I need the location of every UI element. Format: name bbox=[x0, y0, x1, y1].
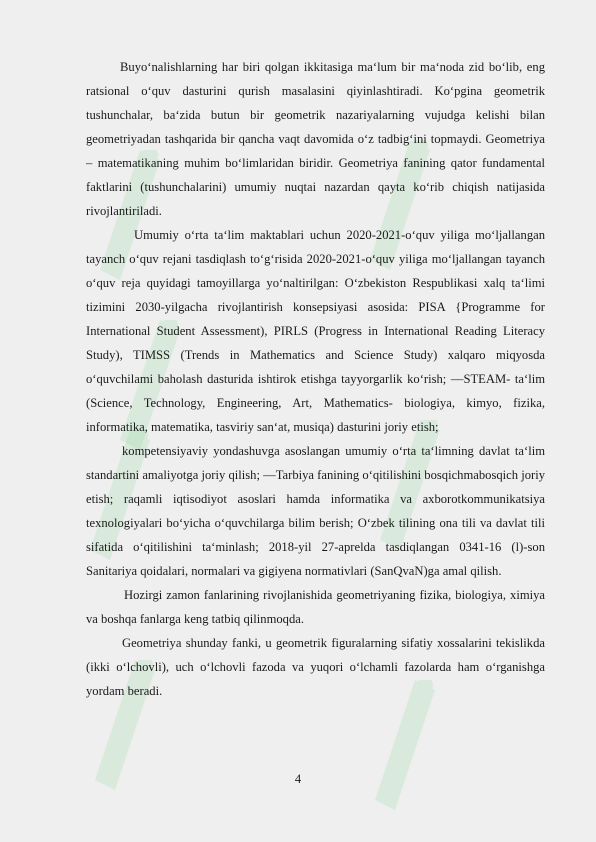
paragraph: Buyo‘nalishlarning har biri qolgan ikkitasiga ma‘lum bir ma‘noda zid bo‘lib, eng ratsional o‘quv dasturini qurish masalasini qiyinlashtiradi. Ko‘pgina geometrik tushunchalar, ba‘zida butun bir geometrik nazariyalarning vujudga kelishi bilan geometriyadan tashqarida bir qancha vaqt davomida o‘z tadbig‘ini topmaydi. Geometriya – matematikaning muhim bo‘limlaridan biridir. Geometriya fanining qator fundamental faktlarini (tushunchalarini) umumiy nuqtai nazardan qayta ko‘rib chiqish natijasida rivojlantiriladi. bbox=[86, 60, 545, 218]
paragraph: Hozirgi zamon fanlarining rivojlanishida geometriyaning fizika, biologiya, ximiya va boshqa fanlarga keng tatbiq qilinmoqda. bbox=[86, 588, 545, 626]
paragraph: Geometriya shunday fanki, u geometrik figuralarning sifatiy xossalarini tekislikda (ikki o‘lchovli), uch o‘lchovli fazoda va yuqori o‘lchamli fazolarda ham o‘rganishga yordam beradi. bbox=[86, 636, 545, 698]
paragraph: kompetensiyaviy yondashuvga asoslangan umumiy o‘rta ta‘limning davlat ta‘lim standartini amaliyotga joriy qilish; —Tarbiya fanining o‘qitilishini bosqichmabosqich joriy etish; raqamli iqtisodiyot asoslari hamda informatika va axborotkommunikatsiya texnologiyalari bo‘yicha o‘quvchilarga bilim berish; O‘zbek tilining ona tili va davlat tili sifatida o‘qitilishini ta‘minlash; 2018-yil 27-aprelda tasdiqlangan 0341-16 (l)-son Sanitariya qoidalari, normalari va gigiyena normativlari (SanQvaN)ga amal qilish. bbox=[86, 444, 545, 578]
body-text bbox=[86, 55, 545, 703]
page-number: 4 bbox=[294, 772, 302, 786]
paragraph: Umumiy o‘rta ta‘lim maktablari uchun 2020-2021-o‘quv yiliga mo‘ljallangan tayanch o‘quv rejani tasdiqlash to‘g‘risida 2020-2021-o‘quv yiliga mo‘ljallangan tayanch o‘quv reja quyidagi tamoyillarga yo‘naltirilgan: O‘zbekiston Respublikasi xalq ta‘limi tizimini 2030-yilgacha rivojlantirish konsepsiyasi asosida: PISA {Programme for International Student Assessment), PIRLS (Progress in International Reading Literacy Study), TIMSS (Trends in Mathematics and Science Study) xalqaro miqyosda o‘quvchilami baholash dasturida ishtirok etishga tayyorgarlik ko‘rish; —STEAM- ta‘lim (Science, Technology, Engineering, Art, Mathematics- biologiya, kimyo, fizika, informatika, matematika, tasviriy san‘at, musiqa) dasturini joriy etish; bbox=[86, 228, 545, 434]
